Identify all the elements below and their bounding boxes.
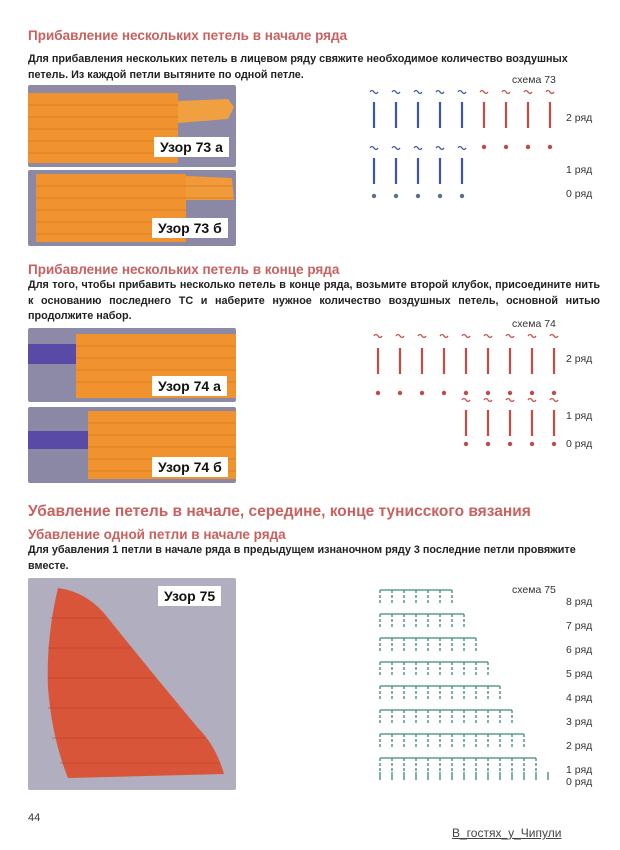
section-heading-decrease: Убавление петель в начале, середине, конце тунисского вязания xyxy=(28,503,531,520)
photo-label-73b: Узор 73 б xyxy=(152,218,228,238)
chain-loop-mark xyxy=(418,335,426,338)
scheme73-row-label-2: 2 ряд xyxy=(566,112,593,124)
section-text-decrease-start: Для убавления 1 петли в начале ряда в предыдущем изнаночном ряду 3 последние петли провяжите вместе. xyxy=(28,544,576,572)
base-dot-mark xyxy=(460,194,464,198)
base-dot-mark xyxy=(416,194,420,198)
photo-pattern-75 xyxy=(28,578,236,790)
chain-loop-mark xyxy=(436,91,444,94)
chain-dot-mark xyxy=(526,145,530,149)
photo-label-75: Узор 75 xyxy=(158,586,221,606)
scheme75-row-label-6: 6 ряд xyxy=(566,644,593,656)
credit-watermark: В_гостях_у_Чипули xyxy=(452,826,562,840)
chain-loop-mark xyxy=(462,335,470,338)
photo-pattern-73a xyxy=(28,85,236,167)
scheme73-row-label-0: 0 ряд xyxy=(566,188,593,200)
chain-dot-mark xyxy=(482,145,486,149)
chain-loop-mark xyxy=(484,399,492,402)
photo-label-74a: Узор 74 а xyxy=(152,376,227,396)
chain-dot-mark xyxy=(548,145,552,149)
chain-dot-mark xyxy=(552,391,556,395)
chain-loop-mark xyxy=(392,147,400,150)
chain-loop-mark xyxy=(528,399,536,402)
chain-loop-mark xyxy=(440,335,448,338)
photo-label-74b: Узор 74 б xyxy=(152,457,228,477)
photo-label-73a: Узор 73 а xyxy=(154,137,229,157)
scheme75-row-label-3: 3 ряд xyxy=(566,716,593,728)
scheme-title-73: схема 73 xyxy=(512,74,556,86)
section-text-add-end: Для того, чтобы прибавить несколько петель в конце ряда, возьмите второй клубок, присоедините нить к основанию последнего ТС и наберите нужное количество воздушных петель, основной нитью продолжите набор. xyxy=(28,279,600,322)
base-dot-mark xyxy=(530,442,534,446)
scheme75-row-label-0: 0 ряд xyxy=(566,776,593,788)
scheme74-row-label-2: 2 ряд xyxy=(566,353,593,365)
chain-loop-mark xyxy=(370,91,378,94)
chain-loop-mark xyxy=(524,91,532,94)
scheme74-row-label-0: 0 ряд xyxy=(566,438,593,450)
chain-loop-mark xyxy=(370,147,378,150)
chain-dot-mark xyxy=(420,391,424,395)
base-dot-mark xyxy=(486,442,490,446)
scheme-title-75: схема 75 xyxy=(512,584,556,596)
chain-loop-mark xyxy=(414,147,422,150)
scheme75-row-label-2: 2 ряд xyxy=(566,740,593,752)
photo-pattern-74a xyxy=(28,328,236,402)
scheme75-row-label-8: 8 ряд xyxy=(566,596,593,608)
scheme-75-diagram xyxy=(374,590,564,790)
chain-loop-mark xyxy=(392,91,400,94)
chain-loop-mark xyxy=(462,399,470,402)
section-subheading-decrease-start: Убавление одной петли в начале ряда xyxy=(28,527,286,542)
base-dot-mark xyxy=(464,442,468,446)
base-dot-mark xyxy=(438,194,442,198)
chain-loop-mark xyxy=(414,91,422,94)
page-number: 44 xyxy=(28,812,41,824)
chain-dot-mark xyxy=(530,391,534,395)
scheme75-row-label-1: 1 ряд xyxy=(566,764,593,776)
chain-loop-mark xyxy=(436,147,444,150)
base-dot-mark xyxy=(508,442,512,446)
chain-loop-mark xyxy=(506,399,514,402)
chain-loop-mark xyxy=(550,335,558,338)
chain-loop-mark xyxy=(396,335,404,338)
chain-loop-mark xyxy=(484,335,492,338)
scheme75-row-label-7: 7 ряд xyxy=(566,620,593,632)
scheme73-row-label-1: 1 ряд xyxy=(566,164,593,176)
chain-dot-mark xyxy=(464,391,468,395)
chain-loop-mark xyxy=(458,91,466,94)
knitted-swatch-75 xyxy=(28,578,236,790)
chain-dot-mark xyxy=(504,145,508,149)
scheme-74-diagram xyxy=(370,330,570,456)
chain-dot-mark xyxy=(508,391,512,395)
chain-loop-mark xyxy=(458,147,466,150)
scheme75-row-label-5: 5 ряд xyxy=(566,668,593,680)
section-heading-add-end: Прибавление нескольких петель в конце ряда xyxy=(28,262,340,277)
chain-loop-mark xyxy=(480,91,488,94)
section-heading-add-start: Прибавление нескольких петель в начале ряда xyxy=(28,28,348,43)
base-dot-mark xyxy=(552,442,556,446)
chain-dot-mark xyxy=(398,391,402,395)
photo-pattern-74b xyxy=(28,407,236,483)
scheme-73-diagram xyxy=(360,86,580,206)
chain-dot-mark xyxy=(376,391,380,395)
chain-loop-mark xyxy=(528,335,536,338)
section-text-add-start: Для прибавления нескольких петель в лицевом ряду свяжите необходимое количество воздушных петель. Из каждой петли вытяните по одной петле. xyxy=(28,53,568,81)
scheme74-row-label-1: 1 ряд xyxy=(566,410,593,422)
scheme-title-74: схема 74 xyxy=(512,318,556,330)
base-dot-mark xyxy=(372,194,376,198)
chain-dot-mark xyxy=(486,391,490,395)
chain-loop-mark xyxy=(502,91,510,94)
chain-loop-mark xyxy=(506,335,514,338)
chain-loop-mark xyxy=(550,399,558,402)
chain-loop-mark xyxy=(374,335,382,338)
scheme75-row-label-4: 4 ряд xyxy=(566,692,593,704)
base-dot-mark xyxy=(394,194,398,198)
chain-dot-mark xyxy=(442,391,446,395)
chain-loop-mark xyxy=(546,91,554,94)
photo-pattern-73b xyxy=(28,170,236,246)
